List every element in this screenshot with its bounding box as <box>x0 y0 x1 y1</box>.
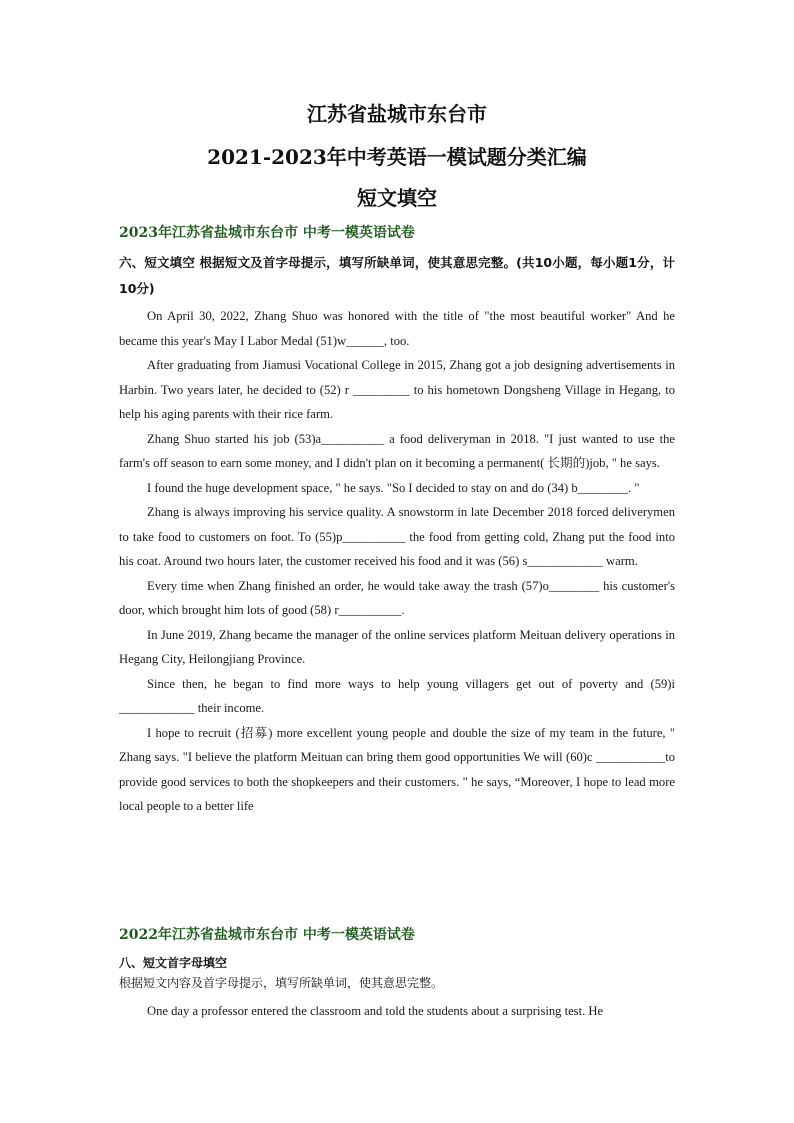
paragraph: One day a professor entered the classroom and told the students about a surprising test. He <box>147 1004 604 1018</box>
doc-title-region: 江苏省盐城市东台市 <box>307 102 487 126</box>
paragraph: Since then, he began to find more ways to help young villagers get out of poverty and (59)i ____________ their income. <box>119 676 675 715</box>
paragraph: On April 30, 2022, Zhang Shuo was honored with the title of "the most beautiful worker" And he became this year's May I Labor Medal (51)w______, too. <box>119 309 675 348</box>
section-heading-2022: 2022年江苏省盐城市东台市 中考一模英语试卷 <box>119 927 415 943</box>
section-instruction-2023: 六、短文填空 根据短文及首字母提示，填写所缺单词，使其意思完整。(共10小题，每小题1分，计10分) <box>119 255 675 296</box>
passage-2023 <box>119 304 675 819</box>
paragraph: I hope to recruit (招募) more excellent young people and double the size of my team in the future, " Zhang says. "I believe the platform Meituan can bring them good opportunities We will (60)c ___________to provide good services to both the shopkeepers and their customers. " he says, “Moreover, I hope to lead more local people to a better life <box>119 725 675 813</box>
doc-title-topic: 短文填空 <box>357 186 437 210</box>
paragraph: Zhang Shuo started his job (53)a__________ a food deliveryman in 2018. "I just wanted to use the farm's off season to earn some money, and I didn't plan on it becoming a permanent( 长期的)job, " he says. <box>119 431 675 470</box>
section-instruction-2022: 根据短文内容及首字母提示，填写所缺单词，使其意思完整。 <box>119 976 444 990</box>
doc-title-main: 2021-2023年中考英语一模试题分类汇编 <box>207 145 587 169</box>
section-heading-2023: 2023年江苏省盐城市东台市 中考一模英语试卷 <box>119 225 415 241</box>
section-instruction-title-2022: 八、短文首字母填空 <box>119 956 228 970</box>
paragraph: Every time when Zhang finished an order, he would take away the trash (57)o________ his customer's door, which brought him lots of good (58) r__________. <box>119 578 675 617</box>
paragraph: In June 2019, Zhang became the manager of the online services platform Meituan delivery operations in Hegang City, Heilongjiang Province. <box>119 627 675 666</box>
paragraph: After graduating from Jiamusi Vocational College in 2015, Zhang got a job designing advertisements in Harbin. Two years later, he decided to (52) r _________ to his hometown Dongsheng Village in Hegang, to help his aging parents with their rice farm. <box>119 358 675 421</box>
paragraph: Zhang is always improving his service quality. A snowstorm in late December 2018 forced deliverymen to take food to customers on foot. To (55)p__________ the food from getting cold, Zhang put the food into his coat. Around two hours later, the customer received his food and it was (56) s____________ warm. <box>119 505 675 568</box>
paragraph: I found the huge development space, " he says. "So I decided to stay on and do (34) b________. " <box>147 480 640 495</box>
passage-2022 <box>119 999 675 1024</box>
